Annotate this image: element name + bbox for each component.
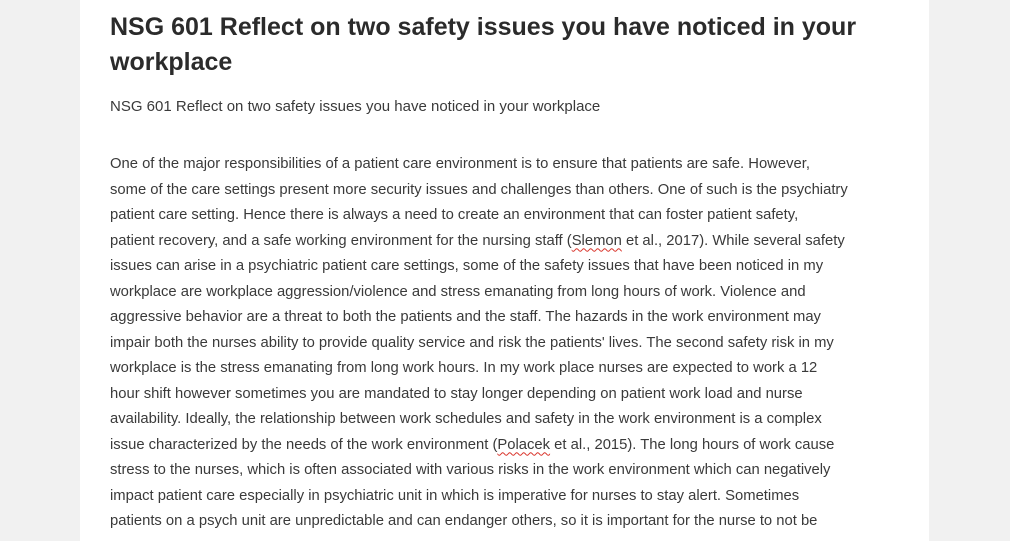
body-text: patient recovery, and a safe working environment for the nursing staff (: [110, 232, 572, 249]
body-line: impact patient care especially in psychiatric unit in which is imperative for nurses to stay alert. Sometimes: [110, 487, 800, 504]
body-line: workplace is the stress emanating from long work hours. In my work place nurses are expected to work a 12: [110, 360, 818, 376]
body-line: [110, 229, 905, 255]
body-line: patients on a psych unit are unpredictable and can endanger others, so it is important for the nurse to not be: [110, 513, 818, 529]
article-subtitle: NSG 601 Reflect on two safety issues you have noticed in your workplace: [110, 98, 601, 115]
body-line: aggressive behavior are a threat to both the patients and the staff. The hazards in the work environment may: [110, 309, 821, 325]
body-line: stress to the nurses, which is often associated with various risks in the work environment which can negatively: [110, 462, 831, 478]
article-body: [110, 152, 905, 535]
body-text: et al., 2017). While several safety: [621, 232, 845, 249]
body-line: issues can arise in a psychiatric patient care settings, some of the safety issues that have been noticed in my: [110, 258, 824, 274]
body-line: workplace are workplace aggression/violence and stress emanating from long hours of work. Violence and: [110, 283, 806, 300]
body-text: issue characterized by the needs of the work environment (: [110, 436, 498, 453]
body-line: hour shift however sometimes you are mandated to stay longer depending on patient work load and nurse: [110, 385, 803, 402]
body-line: patient care setting. Hence there is always a need to create an environment that can foster patient safety,: [110, 207, 799, 223]
body-line: [110, 433, 905, 459]
misspelled-word[interactable]: Slemon: [571, 232, 622, 249]
body-line: some of the care settings present more security issues and challenges than others. One of such is the psychiatry: [110, 181, 848, 198]
body-text: et al., 2015). The long hours of work cause: [550, 436, 835, 453]
misspelled-word[interactable]: Polacek: [497, 436, 551, 453]
body-line: availability. Ideally, the relationship between work schedules and safety in the work environment is a complex: [110, 411, 822, 427]
body-line: impair both the nurses ability to provide quality service and risk the patients' lives. The second safety risk in my: [110, 334, 834, 351]
article-card: [80, 0, 929, 541]
article-title: NSG 601 Reflect on two safety issues you have noticed in your workplace: [110, 13, 857, 76]
body-line: One of the major responsibilities of a patient care environment is to ensure that patients are safe. However,: [110, 156, 810, 172]
